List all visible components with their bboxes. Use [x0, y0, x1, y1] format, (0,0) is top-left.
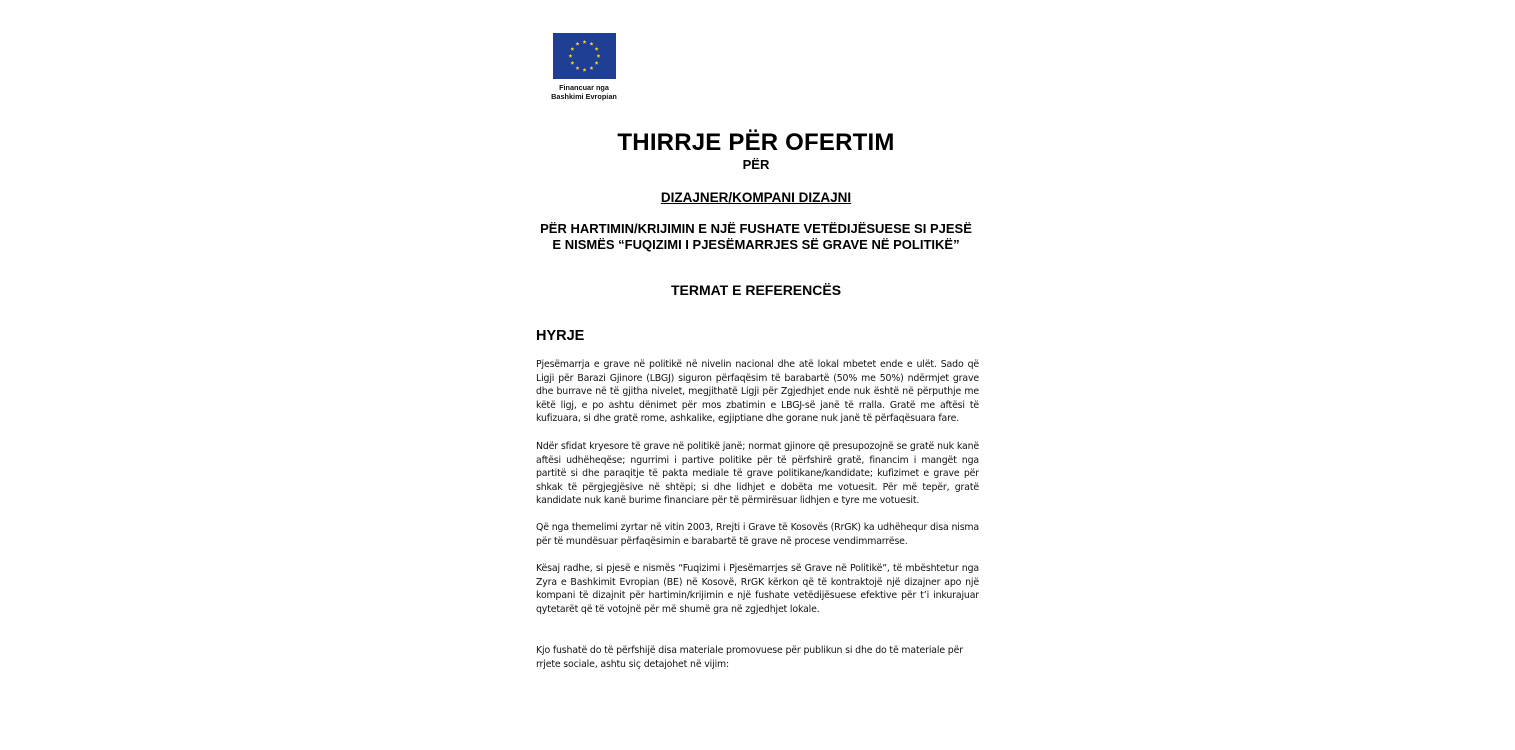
- paragraph: Pjesëmarrja e grave në politikë në nivelin nacional dhe atë lokal mbetet ende e ulët. Sado që Ligji për Barazi Gjinore (LBGJ) siguron përfaqësim të barabartë (50% me 50%) ndërmjet grave dhe burrave në të gjitha nivelet, megjithatë Ligji për Zgjedhjet ende nuk është në përputhje me këtë ligj, e po ashtu dënimet për mos zbatimin e LBGJ-së janë të rralla. Gratë me aftësi të kufizuara, si dhe gratë rome, ashkalike, egjiptiane dhe gorane nuk janë të përfaqësuara fare.: [536, 359, 979, 425]
- eu-flag-icon: [553, 33, 616, 79]
- terms-heading: TERMAT E REFERENCËS: [670, 282, 842, 298]
- logo-caption-line2: Bashkimi Evropian: [551, 92, 617, 101]
- section-heading: HYRJE: [536, 328, 585, 344]
- paragraph: Ndër sfidat kryesore të grave në politikë janë; normat gjinore që presupozojnë se gratë nuk kanë aftësi udhëheqëse; ngurrimi i partive politike për të përfshirë gratë, financim i mangët nga partitë si dhe paraqitje të pakta mediale të grave politikane/kandidate; kufizimet e grave për shkak të përgjegjësive në shtëpi; si dhe lidhjet e dobëta me votuesit. Për më tepër, gratë kandidate nuk kanë burime financiare për të përmirësuar lidhjen e tyre me votuesit.: [536, 441, 979, 507]
- paragraph: Kjo fushatë do të përfshijë disa materiale promovuese për publikun si dhe do të materiale për rrjete sociale, ashtu siç detajohet në vijim:: [536, 645, 963, 670]
- logo-caption: [546, 83, 622, 101]
- purpose-line-1: PËR HARTIMIN/KRIJIMIN E NJË FUSHATE VETËDIJËSUESE SI PJESË: [540, 221, 972, 236]
- purpose-title: [530, 221, 982, 252]
- document-title: THIRRJE PËR OFERTIM: [617, 129, 895, 156]
- logo-caption-line1: Financuar nga: [559, 83, 609, 92]
- document-subtitle: PËR: [742, 157, 770, 172]
- paragraph: Që nga themelimi zyrtar në vitin 2003, Rrejti i Grave të Kosovës (RrGK) ka udhëhequr disa nisma për të mundësuar përfaqësimin e barabartë të grave në procese vendimmarrëse.: [536, 522, 979, 547]
- purpose-line-2: E NISMËS “FUQIZIMI I PJESËMARRJES SË GRAVE NË POLITIKË”: [552, 236, 960, 252]
- role-title: DIZAJNER/KOMPANI DIZAJNI: [660, 190, 852, 205]
- paragraph: Kësaj radhe, si pjesë e nismës “Fuqizimi i Pjesëmarrjes së Grave në Politikë”, të mbështetur nga Zyra e Bashkimit Evropian (BE) në Kosovë, RrGK kërkon që të kontraktojë një dizajner apo një kompani të dizajnit për hartimin/krijimin e një fushate vetëdijësuese efektive për t’i inkurajuar qytetarët që të votojnë për më shumë gra në zgjedhjet lokale.: [536, 563, 979, 615]
- eu-logo: [546, 33, 622, 101]
